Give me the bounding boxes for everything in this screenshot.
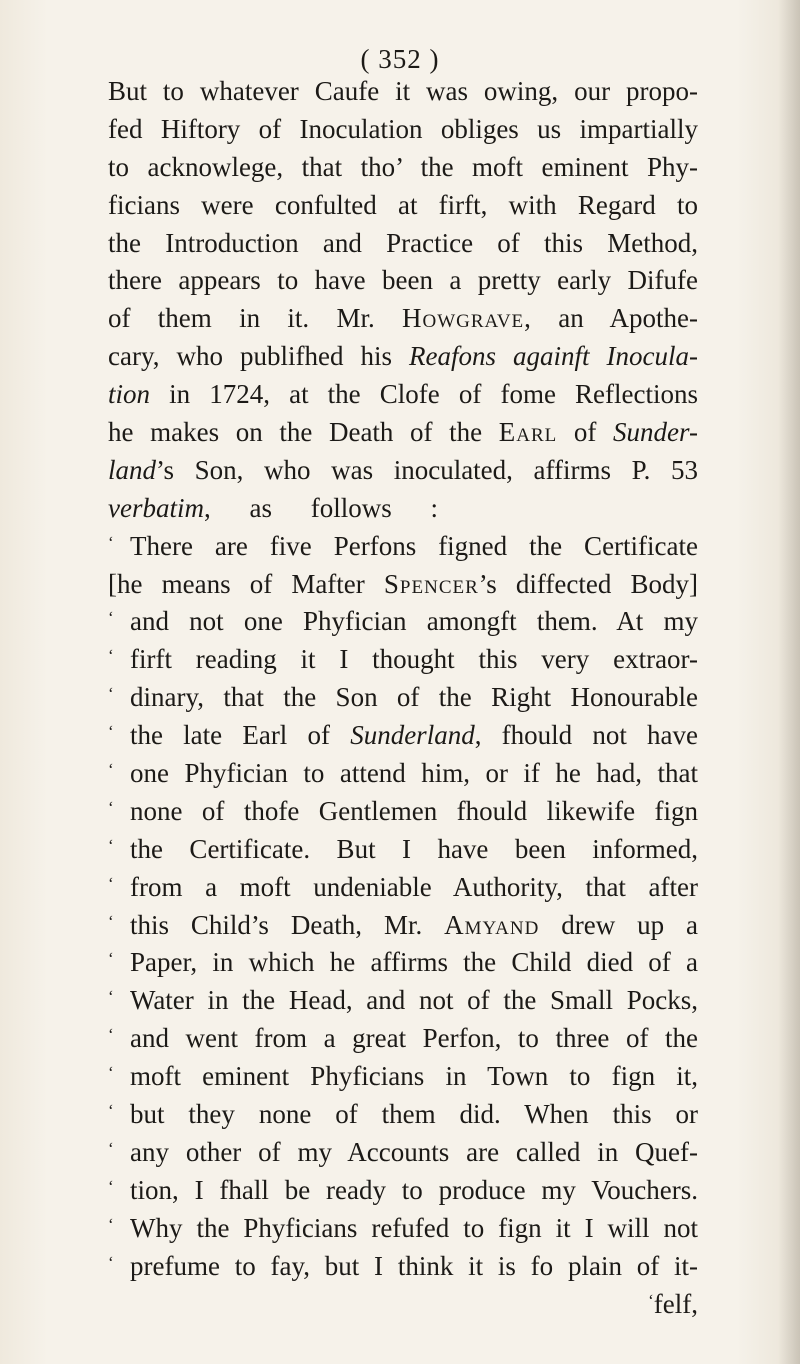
text-line: he makes on the Death of the Earl of Sunder-	[108, 417, 698, 448]
quote-mark: ‘	[108, 1138, 114, 1158]
text-line: But to whatever Caufe it was owing, our propo-	[108, 76, 698, 106]
quote-line: ‘ dinary, that the Son of the Right Honourable	[108, 679, 698, 717]
quote-line: ‘ and went from a great Perfon, to three of the	[108, 1020, 698, 1058]
name-howgrave: Howgrave	[402, 303, 525, 334]
quote-line: ‘ the Certificate. But I have been informed,	[108, 831, 698, 869]
quote-line: ‘ from a moft undeniable Authority, that after	[108, 869, 698, 907]
text-line: [he means of Mafter Spencer’s diffected Body]	[108, 568, 698, 599]
text-line: land’s Son, who was inoculated, affirms P. 53	[108, 454, 698, 485]
quote-line: ‘ and not one Phyfician amongft them. At my	[108, 603, 698, 641]
quote-line: ‘ the late Earl of Sunderland, fhould not have	[108, 717, 698, 755]
name-spencer: Spencer	[383, 568, 479, 599]
quote-line: ‘ prefume to fay, but I think it is fo plain of it-	[108, 1248, 698, 1286]
quote-line: ‘ but they none of them did. When this or	[108, 1096, 698, 1134]
quote-line: ‘ There are five Perfons figned the Certificate	[108, 528, 698, 566]
quote-mark: ‘	[108, 532, 114, 552]
body-text	[108, 73, 698, 1323]
quote-mark: ‘	[108, 873, 114, 893]
quote-mark: ‘	[108, 1214, 114, 1234]
quote-mark: ‘	[108, 1252, 114, 1272]
name-sunderland: Sunderland	[350, 720, 475, 751]
page-number: ( 352 )	[360, 44, 440, 74]
quote-mark: ‘	[108, 608, 114, 628]
text-line: the Introduction and Practice of this Method,	[108, 227, 698, 258]
quote-line: ‘ none of thofe Gentlemen fhould likewife fign	[108, 793, 698, 831]
quote-mark: ‘	[648, 1290, 654, 1310]
quote-mark: ‘	[108, 835, 114, 855]
text-line: to acknowlege, that tho’ the moft eminent Phy-	[108, 151, 698, 182]
text-line: cary, who publifhed his Reafons againft Inocula-	[108, 341, 698, 372]
text-line: of them in it. Mr. Howgrave, an Apothe-	[108, 303, 698, 334]
quote-mark: ‘	[108, 1025, 114, 1045]
quote-line: ‘ tion, I fhall be ready to produce my Vouchers.	[108, 1172, 698, 1210]
quote-mark: ‘	[108, 1063, 114, 1083]
name-amyand: Amyand	[444, 909, 540, 940]
text-line: there appears to have been a pretty early Difufe	[108, 265, 698, 296]
text-line: verbatim, as follows :	[108, 492, 438, 523]
title-reafons: Reafons againft Inocula-	[409, 341, 698, 372]
quote-mark: ‘	[108, 987, 114, 1007]
quote-line: ‘ moft eminent Phyficians in Town to fign it,	[108, 1058, 698, 1096]
quote-line: ‘ this Child’s Death, Mr. Amyand drew up a	[108, 907, 698, 945]
quote-mark: ‘	[108, 949, 114, 969]
name-earl: Earl	[498, 417, 558, 448]
text-line: tion in 1724, at the Clofe of fome Reflections	[108, 379, 698, 410]
quote-line: ‘ firft reading it I thought this very extraor-	[108, 641, 698, 679]
quote-line: ‘ Paper, in which he affirms the Child died of a	[108, 944, 698, 982]
quote-mark: ‘	[108, 722, 114, 742]
catchword-line	[108, 1286, 698, 1324]
page-edge-shadow	[778, 0, 800, 1364]
name-sunder: Sunder-	[613, 417, 698, 448]
text-line: ficians were confulted at firft, with Regard to	[108, 189, 698, 220]
text-line: fed Hiftory of Inoculation obliges us impartially	[108, 113, 698, 144]
quote-line: ‘ one Phyfician to attend him, or if he had, that	[108, 755, 698, 793]
quote-mark: ‘	[108, 684, 114, 704]
quote-mark: ‘	[108, 760, 114, 780]
quote-mark: ‘	[108, 646, 114, 666]
catchword: felf,	[653, 1288, 698, 1319]
quote-line: ‘ Why the Phyficians refufed to fign it I will not	[108, 1210, 698, 1248]
quote-line: ‘ Water in the Head, and not of the Small Pocks,	[108, 982, 698, 1020]
quote-mark: ‘	[108, 1101, 114, 1121]
quote-mark: ‘	[108, 911, 114, 931]
quote-mark: ‘	[108, 797, 114, 817]
quote-mark: ‘	[108, 1176, 114, 1196]
quote-line: ‘ any other of my Accounts are called in Quef-	[108, 1134, 698, 1172]
